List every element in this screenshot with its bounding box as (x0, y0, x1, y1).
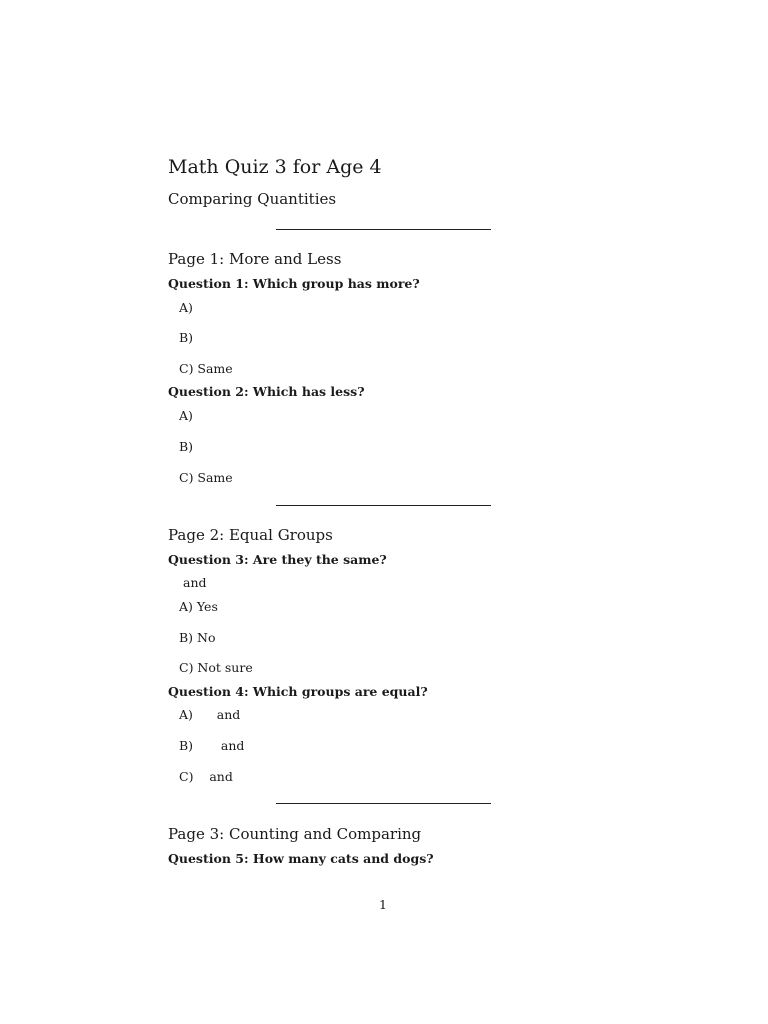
page-number: 1 (379, 897, 387, 912)
document-subtitle: Comparing Quantities (168, 190, 337, 208)
section-divider (276, 505, 491, 506)
question-4-option-a: A) and (179, 707, 241, 722)
question-2-option-c: C) Same (179, 470, 233, 485)
document-title: Math Quiz 3 for Age 4 (168, 156, 382, 178)
question-3: Question 3: Are they the same? (168, 552, 387, 567)
question-4-option-b: B) and (179, 738, 245, 753)
question-4-option-c: C) and (179, 769, 233, 784)
section-heading-1: Page 1: More and Less (168, 250, 342, 268)
question-3-option-b: B) No (179, 630, 216, 645)
question-3-option-a: A) Yes (179, 599, 218, 614)
question-1-option-b: B) (179, 330, 194, 345)
question-2-option-a: A) (179, 408, 193, 423)
question-1: Question 1: Which group has more? (168, 276, 420, 291)
question-2: Question 2: Which has less? (168, 384, 365, 399)
section-heading-3: Page 3: Counting and Comparing (168, 825, 422, 843)
section-divider (276, 803, 491, 804)
question-1-option-c: C) Same (179, 361, 233, 376)
section-heading-2: Page 2: Equal Groups (168, 526, 333, 544)
question-5: Question 5: How many cats and dogs? (168, 851, 434, 866)
section-divider (276, 229, 491, 230)
question-3-prompt: and (183, 575, 207, 590)
question-3-option-c: C) Not sure (179, 660, 253, 675)
question-2-option-b: B) (179, 439, 194, 454)
question-1-option-a: A) (179, 300, 193, 315)
question-4: Question 4: Which groups are equal? (168, 684, 428, 699)
